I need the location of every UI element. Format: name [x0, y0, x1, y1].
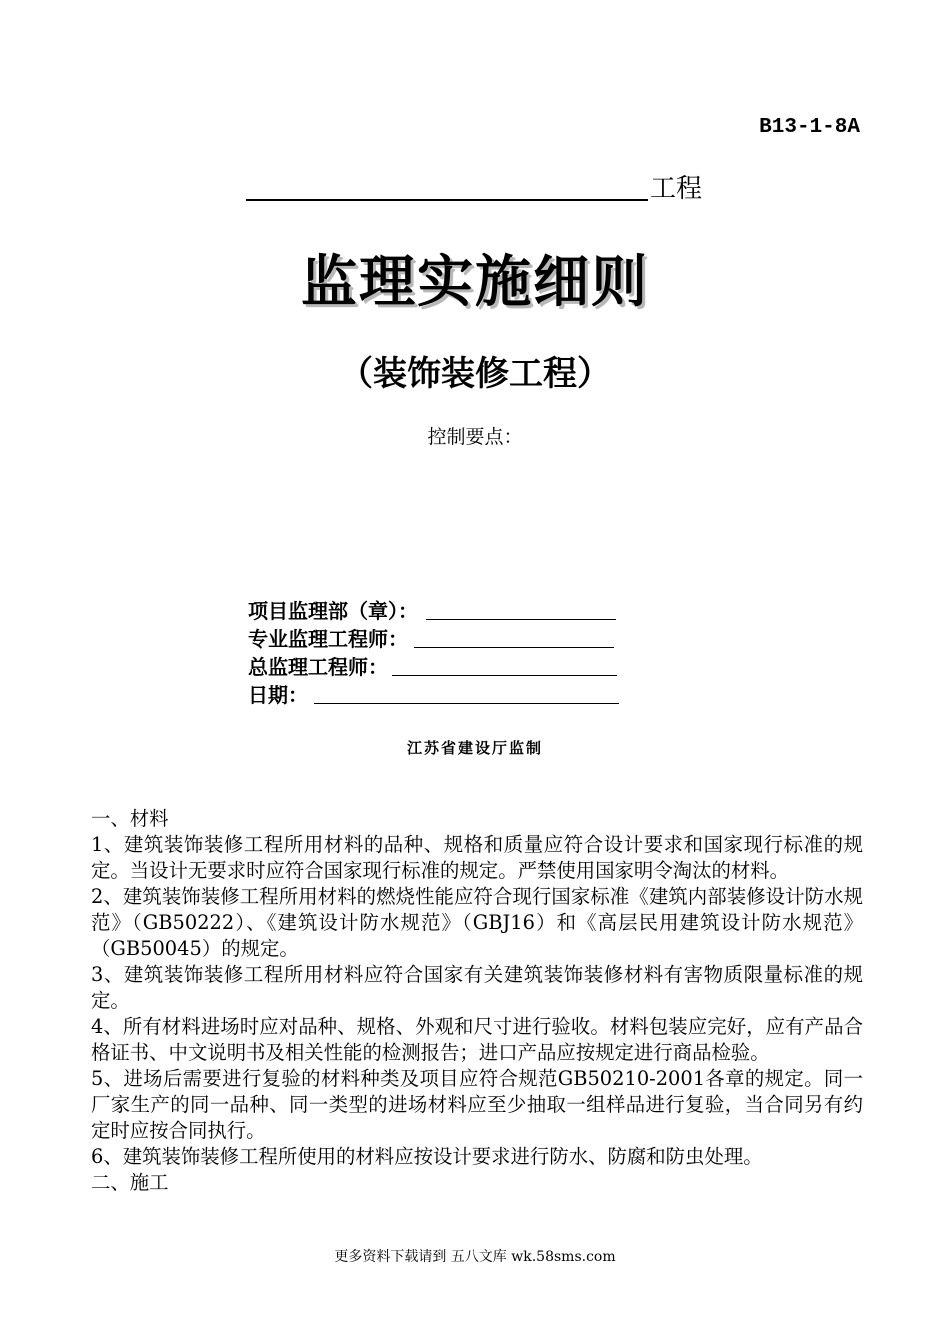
- signature-row-engineer: [248, 624, 619, 652]
- paragraph: 6、建筑装饰装修工程所使用的材料应按设计要求进行防水、防腐和防虫处理。: [91, 1145, 763, 1168]
- signature-blank: [414, 627, 614, 648]
- signature-row-department: [248, 596, 619, 624]
- signature-label: 总监理工程师：: [248, 655, 388, 679]
- signature-label: 专业监理工程师：: [248, 627, 408, 651]
- signature-block: [248, 596, 619, 708]
- signature-blank: [392, 655, 617, 676]
- paragraph: 5、进场后需要进行复验的材料种类及项目应符合规范GB50210-2001各章的规定。同一厂家生产的同一品种、同一类型的进场材料应至少抽取一组样品进行复验，当合同另有约定时应按合同执行。: [91, 1067, 863, 1142]
- issuer-label: 江苏省建设厅监制: [406, 739, 543, 757]
- document-title: 监理实施细则: [301, 250, 649, 315]
- signature-blank: [426, 599, 616, 620]
- signature-row-chief: [248, 652, 619, 680]
- project-name-blank: [246, 171, 648, 201]
- project-name-line: [246, 168, 702, 205]
- paragraph: 1、建筑装饰装修工程所用材料的品种、规格和质量应符合设计要求和国家现行标准的规定。当设计无要求时应符合国家现行标准的规定。严禁使用国家明令淘汰的材料。: [91, 833, 863, 882]
- signature-row-date: [248, 680, 619, 708]
- project-suffix: 工程: [650, 174, 703, 204]
- section-heading-materials: 一、材料: [91, 807, 169, 830]
- document-subtitle: （装饰装修工程）: [339, 354, 611, 394]
- body-content: [91, 806, 863, 1196]
- signature-blank: [314, 683, 619, 704]
- document-code: B13-1-8A: [759, 116, 860, 139]
- section-heading-construction: 二、施工: [91, 1171, 169, 1194]
- control-points-label: 控制要点：: [427, 426, 523, 448]
- footer-text: 更多资料下载请到 五八文库 wk.58sms.com: [334, 1249, 616, 1265]
- paragraph: 3、建筑装饰装修工程所用材料应符合国家有关建筑装饰装修材料有害物质限量标准的规定。: [91, 963, 863, 1012]
- signature-label: 日期：: [248, 683, 308, 707]
- paragraph: 2、建筑装饰装修工程所用材料的燃烧性能应符合现行国家标准《建筑内部装修设计防水规范》（GB50222）、《建筑设计防水规范》（GBJ16）和《高层民用建筑设计防水规范》（GB50045）的规定。: [91, 885, 863, 960]
- paragraph: 4、所有材料进场时应对品种、规格、外观和尺寸进行验收。材料包装应完好，应有产品合格证书、中文说明书及相关性能的检测报告；进口产品应按规定进行商品检验。: [91, 1015, 863, 1064]
- signature-label: 项目监理部（章）：: [248, 599, 418, 623]
